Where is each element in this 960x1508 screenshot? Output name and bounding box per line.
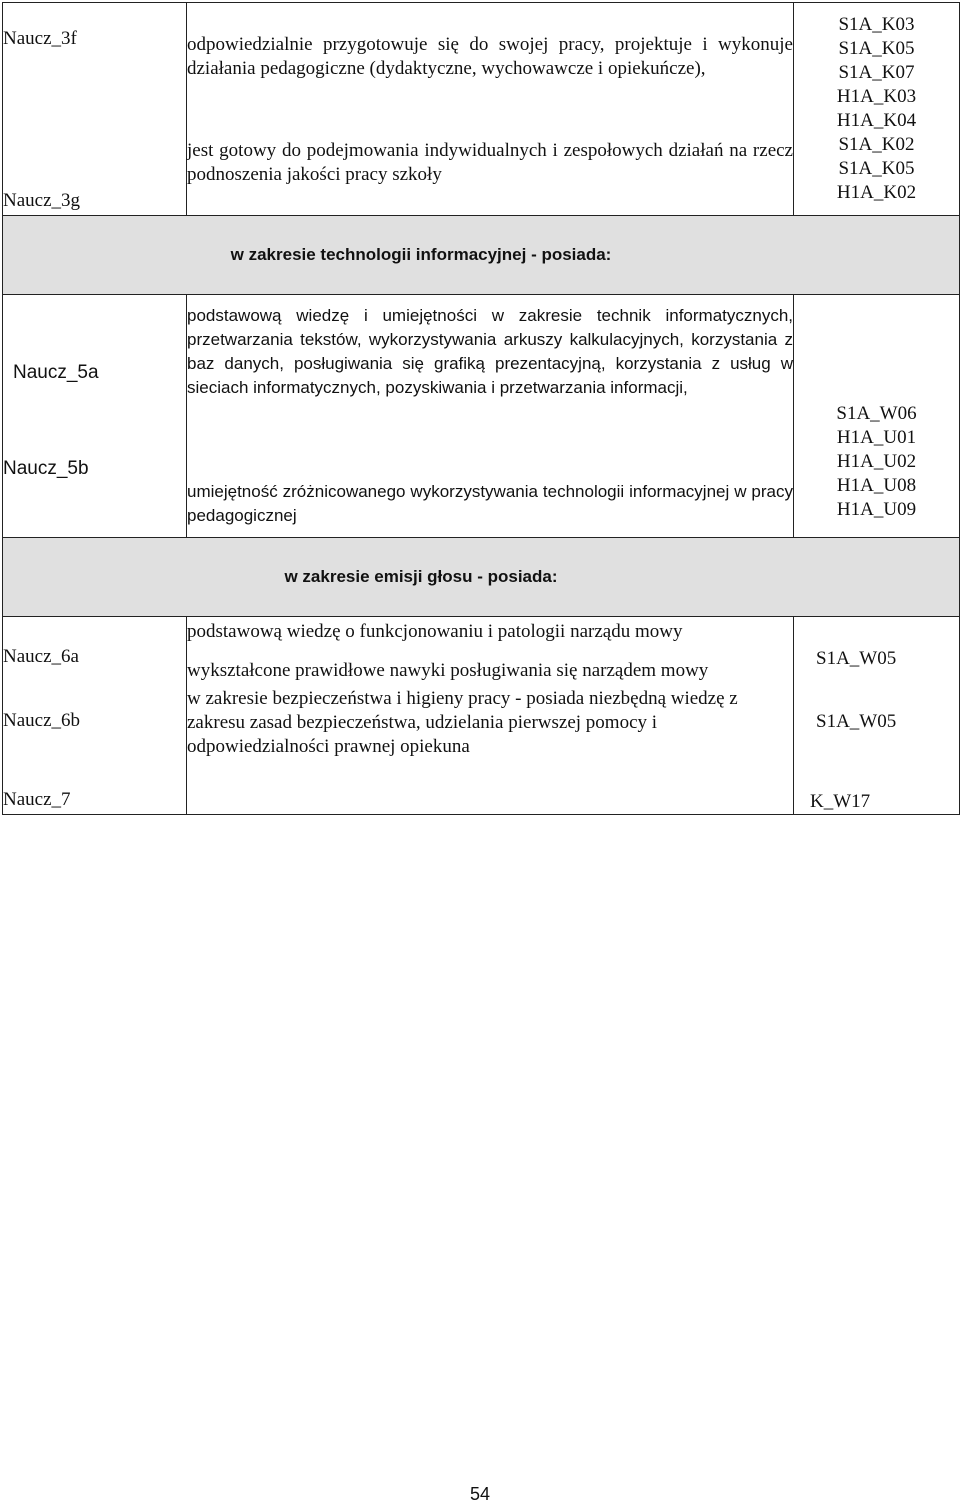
outcome-code: Naucz_6a bbox=[3, 646, 79, 667]
outcome-description: odpowiedzialnie przygotowuje się do swojej pracy, projektuje i wykonuje działania pedagogiczne (dydaktyczne, wychowawcze i opiekuńcze), bbox=[187, 34, 793, 79]
table-row bbox=[3, 295, 960, 538]
outcome-refs-cell bbox=[794, 617, 960, 815]
outcome-description-cell bbox=[187, 295, 794, 538]
outcome-code: Naucz_3f bbox=[3, 28, 77, 49]
outcome-code: Naucz_3g bbox=[3, 190, 81, 211]
outcome-description: podstawową wiedzę i umiejętności w zakresie technik informatycznych, przetwarzania tekstów, wykorzystywania arkuszy kalkulacyjnych, korzystania z baz danych, posługiwania się grafiką prezentacyjną, korzystania z usług w sieciach informatycznych, pozyskiwania i przetwarzania informacji, bbox=[187, 306, 793, 397]
section-heading-row bbox=[3, 216, 960, 295]
ref-code: S1A_K03 bbox=[838, 14, 915, 35]
outcome-description: umiejętność zróżnicowanego wykorzystywania technologii informacyjnej w pracy pedagogicznej bbox=[187, 482, 793, 525]
table-row bbox=[3, 3, 960, 216]
ref-code: K_W17 bbox=[810, 791, 871, 812]
ref-code: S1A_K02 bbox=[838, 134, 915, 155]
outcome-description: wykształcone prawidłowe nawyki posługiwania się narządem mowy bbox=[187, 660, 709, 681]
ref-code: H1A_U02 bbox=[836, 451, 917, 472]
outcome-code: Naucz_6b bbox=[3, 710, 81, 731]
outcome-description-cell bbox=[187, 617, 794, 815]
outcome-description-cell bbox=[187, 3, 794, 216]
ref-code: S1A_W05 bbox=[816, 648, 897, 669]
outcome-code-cell bbox=[3, 617, 187, 815]
outcome-description: w zakresie bezpieczeństwa i higieny pracy - posiada niezbędną wiedzę z zakresu zasad bezpieczeństwa, udzielania pierwszej pomocy i odpowiedzialności prawnej opiekuna bbox=[187, 688, 738, 757]
table-row bbox=[3, 617, 960, 815]
ref-code: H1A_U01 bbox=[836, 427, 917, 448]
ref-code: H1A_K03 bbox=[836, 86, 917, 107]
section-heading-row bbox=[3, 538, 960, 617]
outcome-code: Naucz_5a bbox=[13, 362, 99, 383]
outcome-code-cell bbox=[3, 295, 187, 538]
outcome-refs-cell bbox=[794, 295, 960, 538]
page-number: 54 bbox=[469, 1484, 491, 1504]
ref-code: S1A_K05 bbox=[838, 158, 915, 179]
outcome-code-cell bbox=[3, 3, 187, 216]
outcome-code: Naucz_5b bbox=[3, 458, 89, 479]
outcome-code: Naucz_7 bbox=[3, 789, 71, 810]
outcome-description: jest gotowy do podejmowania indywidualnych i zespołowych działań na rzecz podnoszenia jakości pracy szkoły bbox=[187, 140, 793, 185]
section-heading: w zakresie emisji głosu - posiada: bbox=[3, 538, 960, 617]
outcome-refs-cell bbox=[794, 3, 960, 216]
section-heading: w zakresie technologii informacyjnej - posiada: bbox=[3, 216, 960, 295]
ref-code: H1A_K04 bbox=[836, 110, 917, 131]
outcome-description: podstawową wiedzę o funkcjonowaniu i patologii narządu mowy bbox=[187, 621, 683, 642]
ref-code: S1A_W05 bbox=[816, 711, 897, 732]
ref-code: H1A_U09 bbox=[836, 499, 917, 520]
ref-code: S1A_W06 bbox=[836, 403, 917, 424]
ref-code: H1A_K02 bbox=[836, 182, 917, 203]
ref-code: S1A_K05 bbox=[838, 38, 915, 59]
learning-outcomes-table bbox=[2, 2, 960, 815]
ref-code: S1A_K07 bbox=[838, 62, 915, 83]
ref-code: H1A_U08 bbox=[836, 475, 917, 496]
